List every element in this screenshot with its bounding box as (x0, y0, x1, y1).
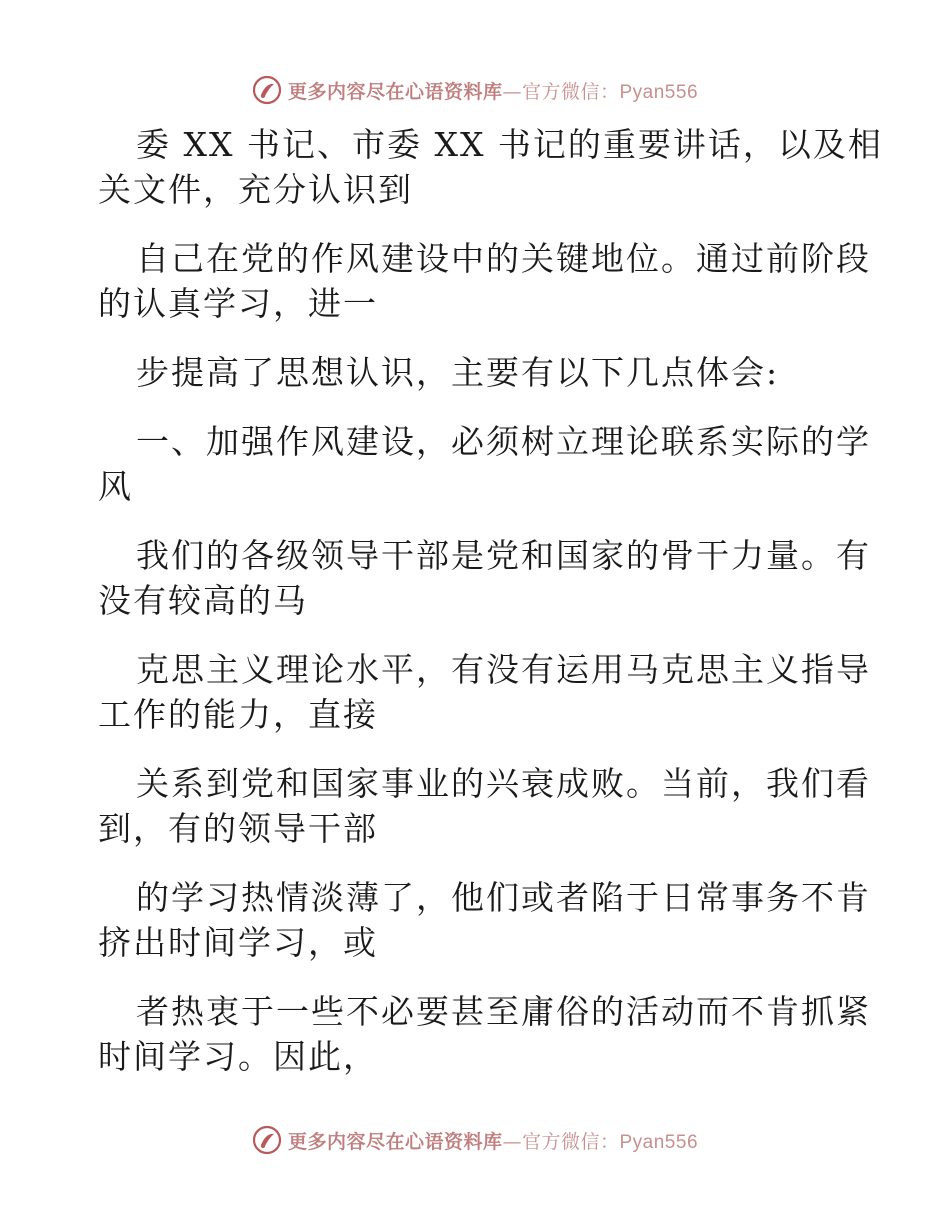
paragraph-line: 者热衷于一些不必要甚至庸俗的活动而不肯抓紧 (136, 992, 871, 1031)
watermark-handle: Pyan556 (619, 1131, 699, 1153)
paragraph-line-continued: 没有较高的马 (98, 581, 308, 620)
footer-watermark (0, 1120, 950, 1160)
paragraph-line: 的学习热情淡薄了，他们或者陷于日常事务不肯 (136, 878, 871, 917)
watermark-site-text: 更多内容尽在心语资料库 (287, 1130, 503, 1153)
paragraph-line-continued: 的认真学习，进一 (98, 284, 378, 323)
brand-logo-icon (252, 75, 282, 105)
paragraph-line: 步提高了思想认识，主要有以下几点体会: (136, 353, 780, 392)
watermark-text (288, 77, 698, 104)
watermark-separator: — (502, 80, 522, 103)
brand-logo-icon (252, 1125, 282, 1155)
header-watermark (0, 70, 950, 110)
paragraph-line-continued: 时间学习。因此， (98, 1037, 378, 1076)
paragraph-line-continued: 到，有的领导干部 (98, 809, 378, 848)
watermark-text (288, 1127, 698, 1154)
paragraph-line-continued: 工作的能力，直接 (98, 695, 378, 734)
document-body (98, 122, 883, 1103)
watermark-label: 官方微信： (521, 80, 620, 103)
watermark-separator: — (502, 1130, 522, 1153)
paragraph-line: 我们的各级领导干部是党和国家的骨干力量。有 (136, 536, 871, 575)
watermark-label: 官方微信： (521, 1130, 620, 1153)
paragraph-line: 委 XX 书记、市委 XX 书记的重要讲话，以及相 (136, 125, 883, 164)
paragraph-line: 关系到党和国家事业的兴衰成败。当前，我们看 (136, 764, 871, 803)
paragraph-line-continued: 关文件，充分认识到 (98, 170, 413, 209)
paragraph-line: 克思主义理论水平，有没有运用马克思主义指导 (136, 650, 871, 689)
section-heading-continued: 风 (98, 467, 133, 506)
section-heading: 一、加强作风建设，必须树立理论联系实际的学 (136, 422, 871, 461)
watermark-handle: Pyan556 (619, 81, 699, 103)
paragraph-line: 自己在党的作风建设中的关键地位。通过前阶段 (136, 239, 871, 278)
watermark-site-text: 更多内容尽在心语资料库 (287, 80, 503, 103)
paragraph-line-continued: 挤出时间学习，或 (98, 923, 378, 962)
